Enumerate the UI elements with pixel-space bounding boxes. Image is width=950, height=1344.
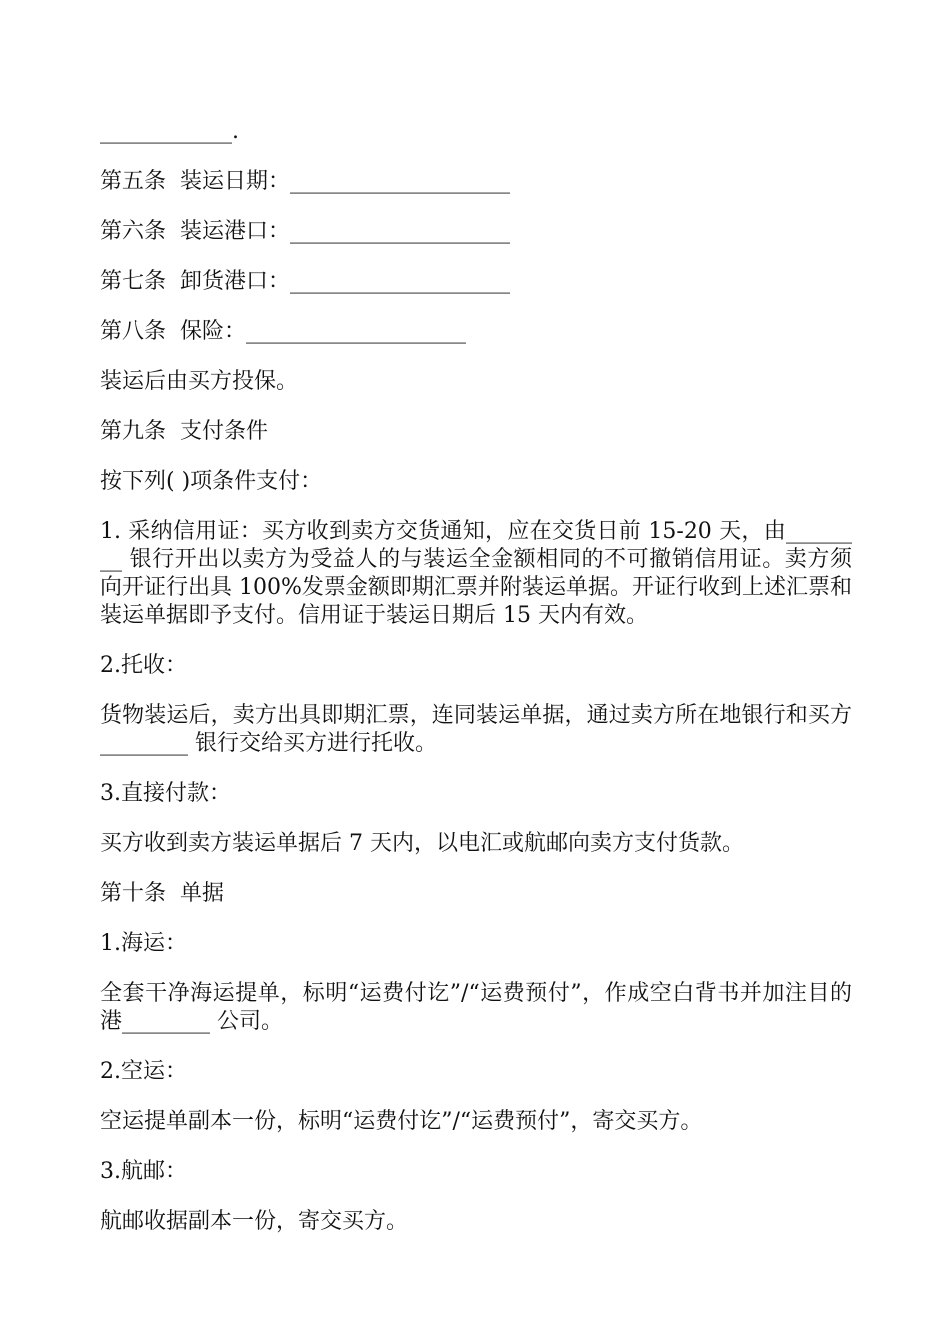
docs-sea-title: 1.海运： [100,931,187,956]
payment-collection-body: 货物装运后，卖方出具即期汇票，连同装运单据，通过卖方所在地银行和买方________ 银行交给买方进行托收。 [100,703,852,756]
docs-air-body: 空运提单副本一份，标明“运费付讫”/“运费预付”，寄交买方。 [100,1109,703,1134]
article-7-discharge-port: 第七条 卸货港口：____________________ [100,269,510,294]
docs-air-title: 2.空运： [100,1059,187,1084]
article-9-title: 第九条 支付条件 [100,419,268,444]
payment-intro: 按下列( )项条件支付： [100,469,323,494]
payment-collection-title: 2.托收： [100,653,187,678]
docs-sea-body: 全套干净海运提单，标明“运费付讫”/“运费预付”，作成空白背书并加注目的港________ 公司。 [100,981,852,1034]
docs-mail-title: 3.航邮： [100,1159,187,1184]
payment-direct-title: 3.直接付款： [100,781,231,806]
docs-mail-body: 航邮收据副本一份，寄交买方。 [100,1209,409,1234]
payment-letter-of-credit: 1. 采纳信用证：买方收到卖方交货通知，应在交货日前 15-20 天，由________ 银行开出以卖方为受益人的与装运全金额相同的不可撤销信用证。卖方须向开证行出具 100%发票金额即期汇票并附装运单据。开证行收到上述汇票和装运单据即予支付。信用证于装运日期后 15 天内有效。 [100,519,852,628]
article-8-insurance: 第八条 保险：____________________ [100,319,466,344]
article-6-loading-port: 第六条 装运港口：____________________ [100,219,510,244]
article-5-shipment-date: 第五条 装运日期：____________________ [100,169,510,194]
article-10-title: 第十条 单据 [100,881,224,906]
payment-direct-body: 买方收到卖方装运单据后 7 天内，以电汇或航邮向卖方支付货款。 [100,831,744,856]
insurance-note: 装运后由买方投保。 [100,369,299,394]
document-page [100,118,852,1236]
line-continuation: ____________. [100,119,239,144]
